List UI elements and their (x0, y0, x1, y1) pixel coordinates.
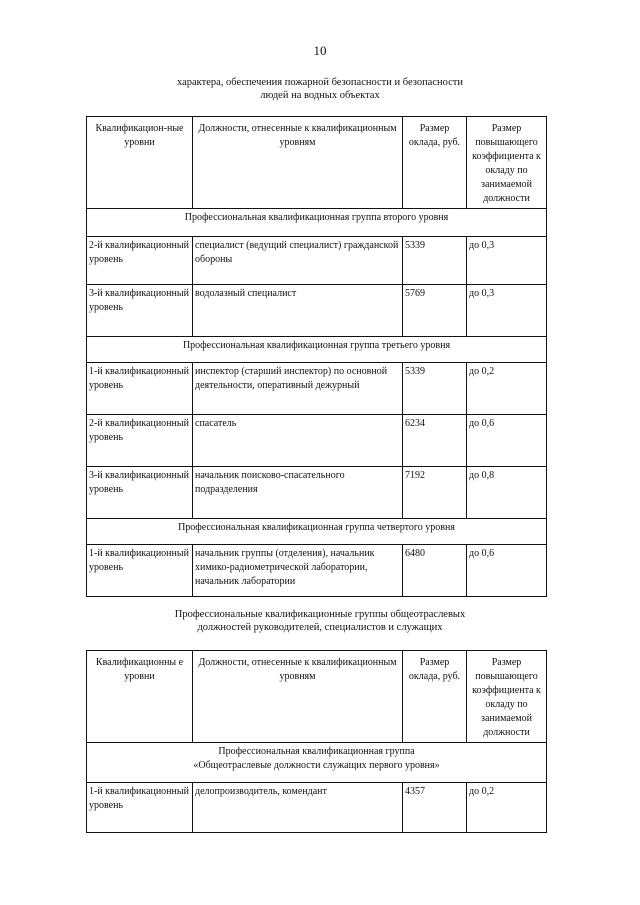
cell-position: начальник поисково-спасательного подразделения (193, 467, 403, 519)
cell-salary: 5339 (403, 363, 467, 415)
cell-level: 1-й квалификационный уровень (87, 783, 193, 833)
group-title-line-2: «Общеотраслевые должности служащих первого уровня» (193, 760, 440, 771)
cell-coefficient: до 0,2 (467, 363, 547, 415)
heading-top (90, 76, 550, 102)
group-title (87, 743, 547, 783)
cell-salary: 5339 (403, 237, 467, 285)
cell-coefficient: до 0,6 (467, 545, 547, 597)
cell-coefficient: до 0,6 (467, 415, 547, 467)
qualification-table-2 (86, 650, 547, 833)
header-positions: Должности, отнесенные к квалификационным уровням (193, 651, 403, 743)
table-header-row (87, 117, 547, 209)
cell-level: 2-й квалификационный уровень (87, 237, 193, 285)
cell-salary: 4357 (403, 783, 467, 833)
table-row (87, 467, 547, 519)
heading-mid (90, 608, 550, 634)
cell-coefficient: до 0,2 (467, 783, 547, 833)
group-title-line-1: Профессиональная квалификационная группа (218, 746, 415, 757)
group-title-row (87, 743, 547, 783)
header-levels: Квалификацион-ные уровни (87, 117, 193, 209)
cell-position: делопроизводитель, комендант (193, 783, 403, 833)
header-salary: Размер оклада, руб. (403, 651, 467, 743)
cell-salary: 6234 (403, 415, 467, 467)
table-row (87, 545, 547, 597)
heading-mid-line-2: должностей руководителей, специалистов и служащих (197, 622, 443, 633)
group-title-row (87, 209, 547, 237)
cell-coefficient: до 0,3 (467, 237, 547, 285)
cell-coefficient: до 0,3 (467, 285, 547, 337)
table-row (87, 363, 547, 415)
group-title-row (87, 519, 547, 545)
cell-position: спасатель (193, 415, 403, 467)
header-coefficient: Размер повышающего коэффициента к окладу по занимаемой должности (467, 117, 547, 209)
page-number: 10 (313, 43, 327, 58)
cell-position: специалист (ведущий специалист) гражданской обороны (193, 237, 403, 285)
cell-position: начальник группы (отделения), начальник химико-радиометрической лаборатории, начальник лаборатории (193, 545, 403, 597)
cell-position: водолазный специалист (193, 285, 403, 337)
header-coefficient: Размер повышающего коэффициента к окладу по занимаемой должности (467, 651, 547, 743)
table-row (87, 783, 547, 833)
qualification-table-1 (86, 116, 547, 597)
cell-level: 1-й квалификационный уровень (87, 363, 193, 415)
table-row (87, 415, 547, 467)
group-title: Профессиональная квалификационная группа четвертого уровня (87, 519, 547, 545)
table-row (87, 285, 547, 337)
header-levels: Квалификационны е уровни (87, 651, 193, 743)
heading-top-line-1: характера, обеспечения пожарной безопасности и безопасности (176, 77, 464, 88)
cell-level: 3-й квалификационный уровень (87, 467, 193, 519)
group-title: Профессиональная квалификационная группа третьего уровня (87, 337, 547, 363)
header-positions: Должности, отнесенные к квалификационным уровням (193, 117, 403, 209)
heading-mid-line-1: Профессиональные квалификационные группы общеотраслевых (174, 609, 466, 620)
cell-salary: 7192 (403, 467, 467, 519)
table-header-row (87, 651, 547, 743)
cell-coefficient: до 0,8 (467, 467, 547, 519)
cell-level: 3-й квалификационный уровень (87, 285, 193, 337)
cell-salary: 6480 (403, 545, 467, 597)
header-salary: Размер оклада, руб. (403, 117, 467, 209)
group-title: Профессиональная квалификационная группа второго уровня (87, 209, 547, 237)
group-title-row (87, 337, 547, 363)
cell-position: инспектор (старший инспектор) по основной деятельности, оперативный дежурный (193, 363, 403, 415)
cell-level: 2-й квалификационный уровень (87, 415, 193, 467)
table-row (87, 237, 547, 285)
cell-level: 1-й квалификационный уровень (87, 545, 193, 597)
heading-top-line-2: людей на водных объектах (260, 90, 380, 101)
cell-salary: 5769 (403, 285, 467, 337)
